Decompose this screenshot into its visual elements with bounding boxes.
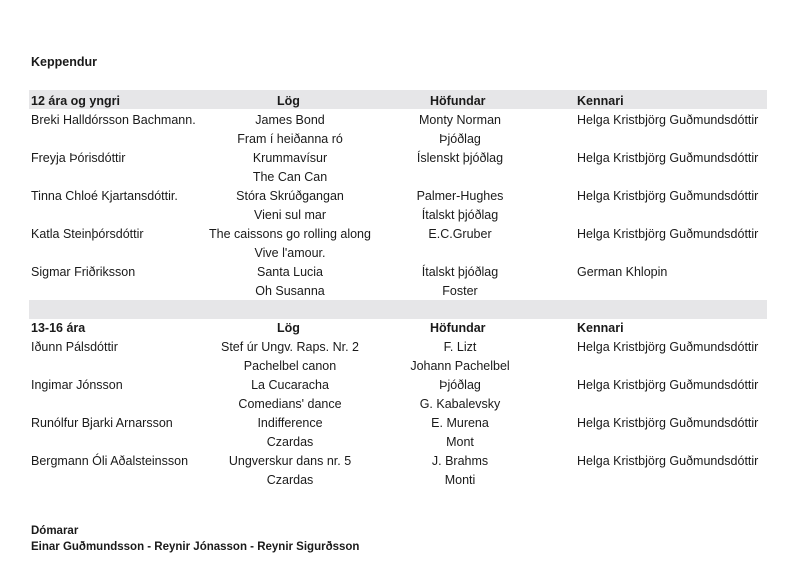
composer-name-text: E.C.Gruber bbox=[428, 227, 492, 241]
song-title-text: The Can Can bbox=[252, 170, 328, 184]
teacher-name: Helga Kristbjörg Guðmundsdóttir bbox=[577, 340, 759, 354]
song-title-text: Santa Lucia bbox=[256, 265, 324, 279]
song-title-text: Oh Susanna bbox=[255, 284, 325, 298]
song-title-text: Vieni sul mar bbox=[253, 208, 327, 222]
song-title-text: James Bond bbox=[255, 113, 325, 127]
contestant-name: Iðunn Pálsdóttir bbox=[31, 340, 118, 354]
song-title-text: Comedians' dance bbox=[238, 397, 342, 411]
teacher-name: Helga Kristbjörg Guðmundsdóttir bbox=[577, 227, 759, 241]
contestant-name: Katla Steinþórsdóttir bbox=[31, 227, 144, 241]
song-title-text: La Cucaracha bbox=[251, 378, 329, 392]
contestant-name: Freyja Þórisdóttir bbox=[31, 151, 126, 165]
composer-name-text: Palmer-Hughes bbox=[416, 189, 504, 203]
song-title-text: Pachelbel canon bbox=[243, 359, 337, 373]
composer-name-text: Monty Norman bbox=[419, 113, 501, 127]
composer-name-text: G. Kabalevsky bbox=[419, 397, 501, 411]
section-group-header: 12 ára og yngri bbox=[31, 94, 120, 108]
page-title: Keppendur bbox=[31, 55, 97, 69]
song-title-text: Stóra Skrúðgangan bbox=[236, 189, 344, 203]
composer-name-text: Þjóðlag bbox=[439, 378, 481, 392]
teacher-name: Helga Kristbjörg Guðmundsdóttir bbox=[577, 454, 759, 468]
songs-column-header: Lög bbox=[277, 321, 300, 335]
teacher-column-header: Kennari bbox=[577, 321, 624, 335]
judges-names: Einar Guðmundsson - Reynir Jónasson - Reynir Sigurðsson bbox=[31, 541, 360, 553]
contestant-name: Tinna Chloé Kjartansdóttir. bbox=[31, 189, 178, 203]
song-title-text: Ungverskur dans nr. 5 bbox=[228, 454, 352, 468]
composer-name-text: Ítalskt þjóðlag bbox=[421, 265, 499, 279]
contestant-name: Breki Halldórsson Bachmann. bbox=[31, 113, 196, 127]
contestant-name: Ingimar Jónsson bbox=[31, 378, 123, 392]
songs-column-header: Lög bbox=[277, 94, 300, 108]
song-title-text: Fram í heiðanna ró bbox=[237, 132, 343, 146]
teacher-column-header: Kennari bbox=[577, 94, 624, 108]
judges-label: Dómarar bbox=[31, 525, 79, 537]
song-title-text: Vive l'amour. bbox=[254, 246, 326, 260]
teacher-name: Helga Kristbjörg Guðmundsdóttir bbox=[577, 113, 759, 127]
teacher-name: German Khlopin bbox=[577, 265, 668, 279]
teacher-name: Helga Kristbjörg Guðmundsdóttir bbox=[577, 151, 759, 165]
section-separator-band bbox=[29, 300, 767, 319]
teacher-name: Helga Kristbjörg Guðmundsdóttir bbox=[577, 416, 759, 430]
song-title-text: Czardas bbox=[266, 473, 314, 487]
song-title-text: The caissons go rolling along bbox=[209, 227, 371, 241]
song-title-text: Krummavísur bbox=[252, 151, 328, 165]
teacher-name: Helga Kristbjörg Guðmundsdóttir bbox=[577, 189, 759, 203]
section-1-header-band bbox=[29, 90, 767, 109]
composer-name-text: Íslenskt þjóðlag bbox=[416, 151, 504, 165]
teacher-name: Helga Kristbjörg Guðmundsdóttir bbox=[577, 378, 759, 392]
composer-name-text: Mont bbox=[446, 435, 474, 449]
composer-name-text: Foster bbox=[442, 284, 478, 298]
section-group-header: 13-16 ára bbox=[31, 321, 86, 335]
contestant-name: Sigmar Friðriksson bbox=[31, 265, 136, 279]
composer-name-text: Monti bbox=[444, 473, 476, 487]
song-title-text: Czardas bbox=[266, 435, 314, 449]
song-title-text: Stef úr Ungv. Raps. Nr. 2 bbox=[220, 340, 360, 354]
composers-column-header: Höfundar bbox=[430, 94, 486, 108]
contestant-name: Runólfur Bjarki Arnarsson bbox=[31, 416, 173, 430]
song-title-text: Indifference bbox=[257, 416, 323, 430]
composer-name-text: J. Brahms bbox=[431, 454, 489, 468]
contestant-name: Bergmann Óli Aðalsteinsson bbox=[31, 454, 189, 468]
composer-name-text: Johann Pachelbel bbox=[410, 359, 510, 373]
composer-name-text: E. Murena bbox=[431, 416, 489, 430]
composer-name-text: Ítalskt þjóðlag bbox=[421, 208, 499, 222]
composer-name-text: F. Lizt bbox=[443, 340, 477, 354]
composers-column-header: Höfundar bbox=[430, 321, 486, 335]
composer-name-text: Þjóðlag bbox=[439, 132, 481, 146]
